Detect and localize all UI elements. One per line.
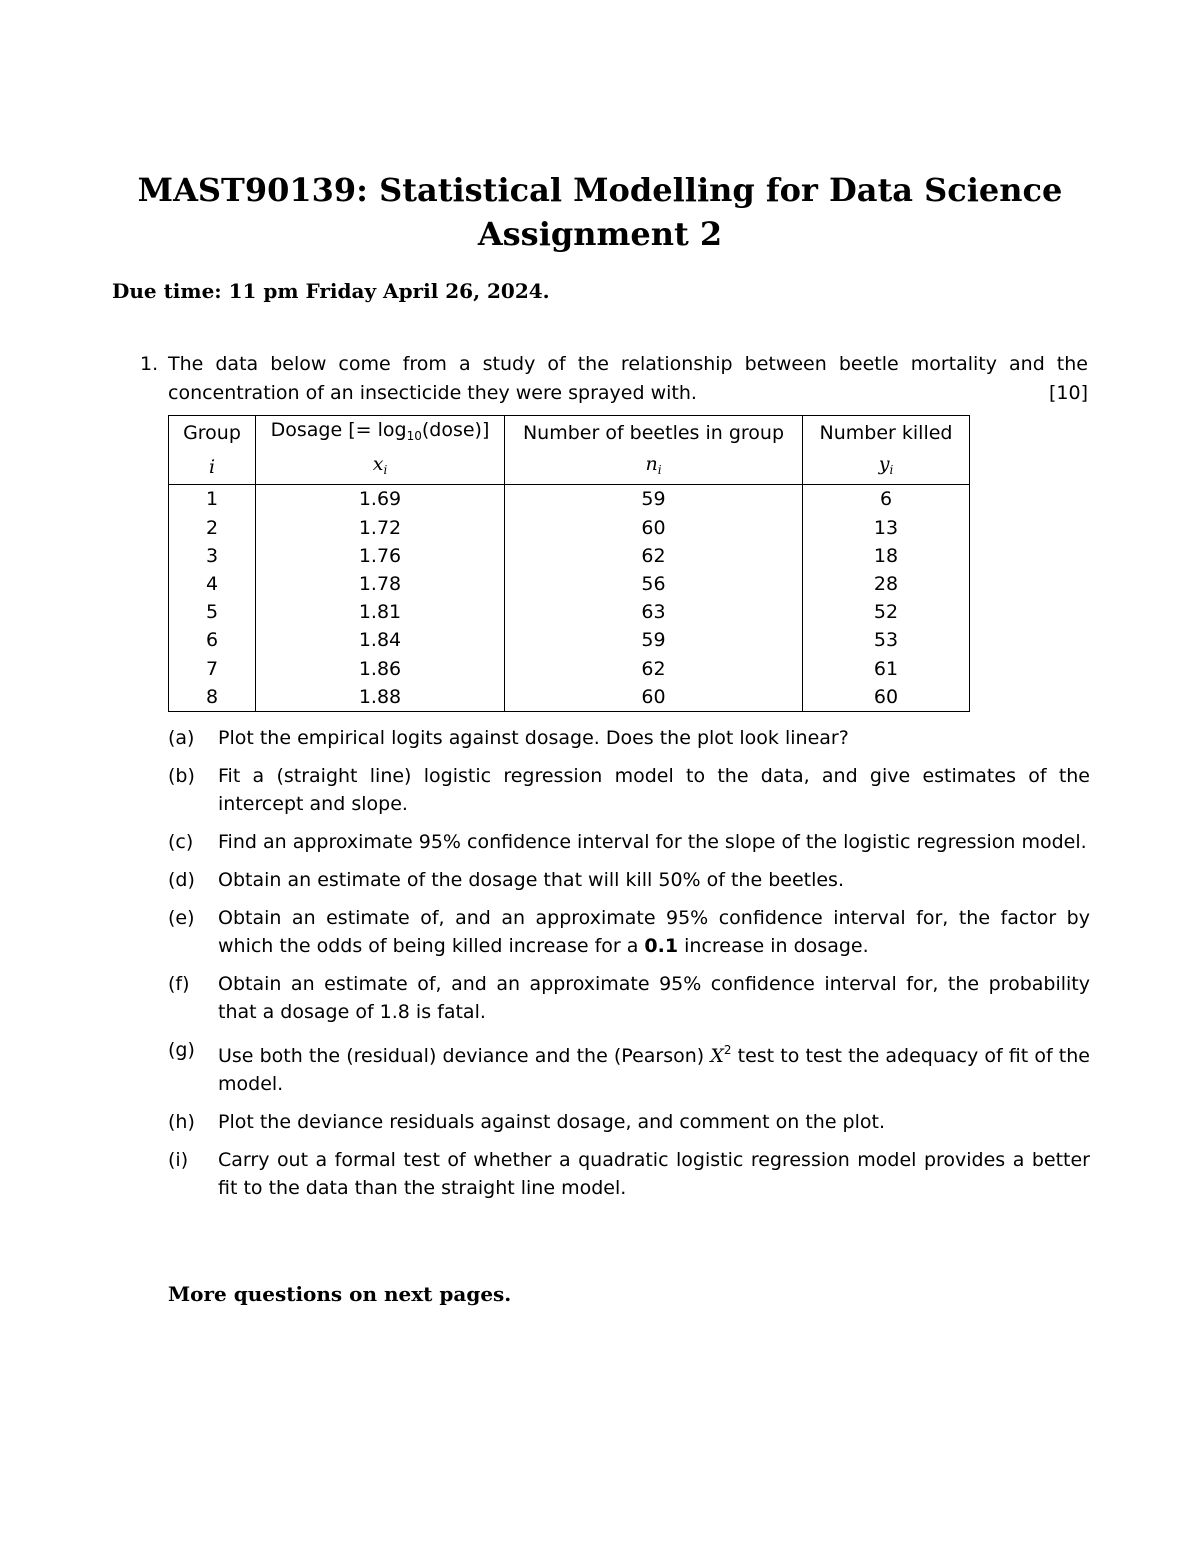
part-label: (c) <box>168 831 194 853</box>
table-cell: 53 <box>803 626 970 654</box>
table-cell: 1.86 <box>256 655 505 683</box>
header-number-killed: Number killed <box>803 416 970 451</box>
question-line-2: concentration of an insecticide they were sprayed with. <box>168 382 697 404</box>
table-cell: 1.78 <box>256 570 505 598</box>
question-part <box>168 724 1090 752</box>
table-cell: 60 <box>803 683 970 712</box>
header-dosage: Dosage [= $\log_{10}(dose)$] <box>256 416 505 451</box>
part-text-before: Obtain an estimate of, and an approximate 95% confidence interval for, the factor by which the odds of being killed increase for a <box>218 907 1090 957</box>
table-cell: 62 <box>505 542 803 570</box>
question-part <box>168 1036 1090 1098</box>
question-part <box>168 762 1090 818</box>
table-row <box>169 485 970 514</box>
part-label: (f) <box>168 973 190 995</box>
part-text <box>218 904 1090 960</box>
question-part <box>168 866 1090 894</box>
part-math-symbol: X <box>710 1045 724 1067</box>
table-cell: 28 <box>803 570 970 598</box>
part-text <box>218 828 1090 856</box>
question-part <box>168 1146 1090 1202</box>
table-cell: 13 <box>803 514 970 542</box>
table-row <box>169 542 970 570</box>
table-cell: 1.76 <box>256 542 505 570</box>
part-label: (b) <box>168 765 195 787</box>
question-part <box>168 970 1090 1026</box>
table-cell: 60 <box>505 514 803 542</box>
more-questions-note: More questions on next pages. <box>168 1282 512 1306</box>
table-cell: 8 <box>169 683 256 712</box>
part-text <box>218 1146 1090 1202</box>
part-text-content: Fit a (straight line) logistic regression model to the data, and give estimates of the intercept and slope. <box>218 765 1090 815</box>
table-row <box>169 655 970 683</box>
part-text <box>218 724 1090 752</box>
part-text-content: Plot the deviance residuals against dosage, and comment on the plot. <box>218 1111 886 1133</box>
table-cell: 6 <box>169 626 256 654</box>
title-assignment: Assignment 2 <box>477 215 723 253</box>
symbol-x: $x_i$ <box>256 450 505 485</box>
table-cell: 1 <box>169 485 256 514</box>
table-cell: 3 <box>169 542 256 570</box>
table-cell: 61 <box>803 655 970 683</box>
part-label: (a) <box>168 727 195 749</box>
question-number: 1. <box>140 353 159 375</box>
document-title <box>0 168 1200 256</box>
table-row <box>169 683 970 712</box>
part-text-bold: 0.1 <box>644 935 679 957</box>
question-parts <box>168 724 1090 1212</box>
part-text-content: Carry out a formal test of whether a quadratic logistic regression model provides a better fit to the data than the straight line model. <box>218 1149 1090 1199</box>
question-text <box>168 350 1088 408</box>
part-text <box>218 762 1090 818</box>
table-row <box>169 626 970 654</box>
part-text <box>218 1036 1090 1098</box>
table-row <box>169 514 970 542</box>
part-label: (d) <box>168 869 195 891</box>
part-text-content: Plot the empirical logits against dosage. Does the plot look linear? <box>218 727 849 749</box>
part-label: (g) <box>168 1039 195 1061</box>
part-text-after: increase in dosage. <box>678 935 869 957</box>
table-cell: 1.69 <box>256 485 505 514</box>
title-course: MAST90139: Statistical Modelling for Data Science <box>137 171 1063 209</box>
due-time: Due time: 11 pm Friday April 26, 2024. <box>112 279 550 303</box>
part-text-after: test to test the adequacy of fit of the model. <box>218 1045 1090 1095</box>
symbol-n: $n_i$ <box>505 450 803 485</box>
question-marks: [10] <box>1048 382 1088 404</box>
table-cell: 2 <box>169 514 256 542</box>
table-cell: 1.81 <box>256 598 505 626</box>
part-text-content: Find an approximate 95% confidence interval for the slope of the logistic regression model. <box>218 831 1087 853</box>
header-number-beetles: Number of beetles in group <box>505 416 803 451</box>
part-label: (e) <box>168 907 195 929</box>
table-cell: 4 <box>169 570 256 598</box>
part-text-content: Obtain an estimate of, and an approximate 95% confidence interval for, the probability that a dosage of 1.8 is fatal. <box>218 973 1090 1023</box>
table-cell: 6 <box>803 485 970 514</box>
table-cell: 52 <box>803 598 970 626</box>
table-cell: 62 <box>505 655 803 683</box>
symbol-y: $y_i$ <box>803 450 970 485</box>
part-text <box>218 1108 1090 1136</box>
part-text <box>218 866 1090 894</box>
table-cell: 56 <box>505 570 803 598</box>
part-label: (h) <box>168 1111 195 1133</box>
question-line-1: The data below come from a study of the relationship between beetle mortality and the <box>168 353 1088 375</box>
table-cell: 18 <box>803 542 970 570</box>
header-group: Group <box>169 416 256 451</box>
part-text <box>218 970 1090 1026</box>
question-part <box>168 828 1090 856</box>
table-row <box>169 570 970 598</box>
table-cell: 7 <box>169 655 256 683</box>
part-text-content: Obtain an estimate of the dosage that will kill 50% of the beetles. <box>218 869 844 891</box>
table-row <box>169 598 970 626</box>
part-text-before: Use both the (residual) deviance and the (Pearson) <box>218 1045 711 1067</box>
part-label: (i) <box>168 1149 189 1171</box>
question-part <box>168 904 1090 960</box>
table-cell: 60 <box>505 683 803 712</box>
table-cell: 59 <box>505 626 803 654</box>
beetle-data-table <box>168 415 970 712</box>
question-part <box>168 1108 1090 1136</box>
table-cell: 63 <box>505 598 803 626</box>
table-cell: 1.88 <box>256 683 505 712</box>
table-cell: 5 <box>169 598 256 626</box>
part-math-superscript: 2 <box>723 1043 732 1057</box>
table-cell: 1.72 <box>256 514 505 542</box>
table-cell: 59 <box>505 485 803 514</box>
table-body <box>169 485 970 712</box>
table-cell: 1.84 <box>256 626 505 654</box>
symbol-i: i <box>169 450 256 485</box>
